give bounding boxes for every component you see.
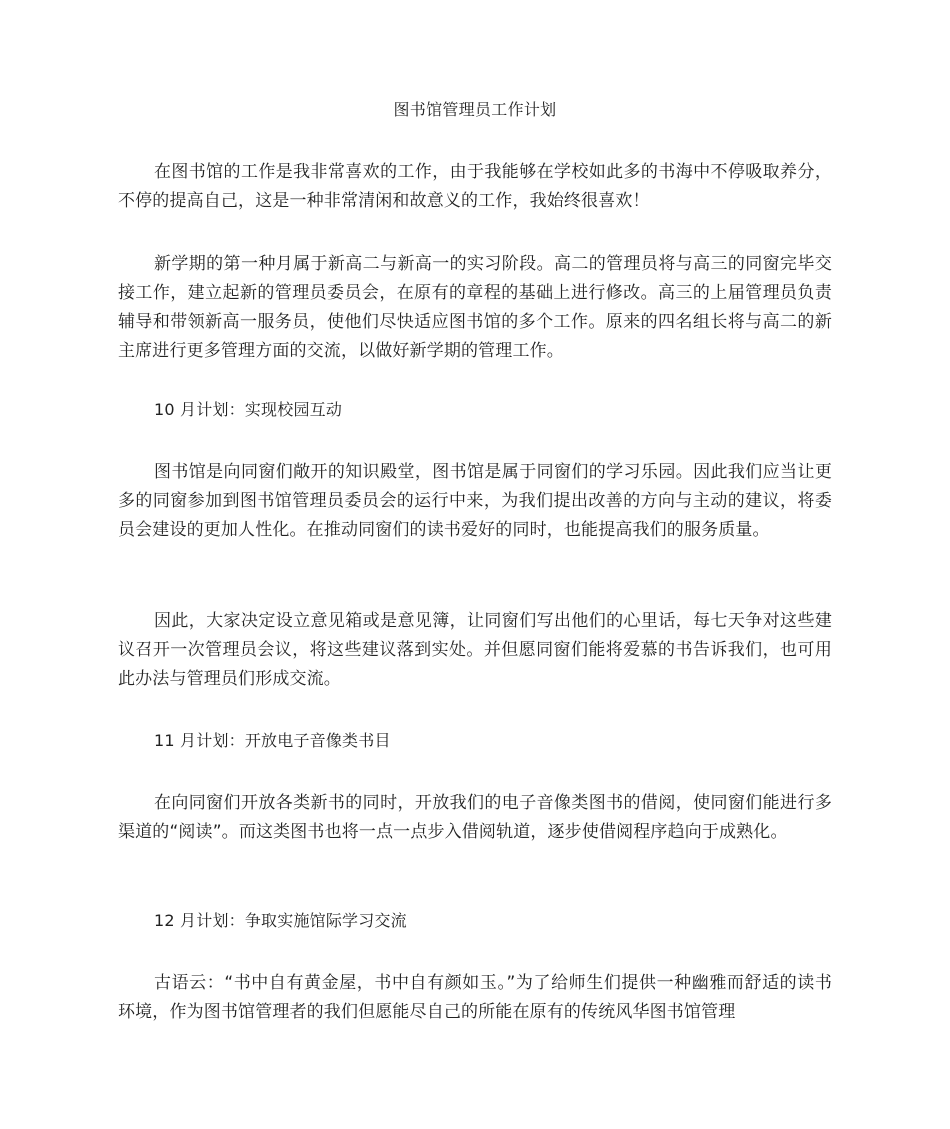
heading-december-plan: 12 月计划：争取实施馆际学习交流 bbox=[154, 911, 407, 930]
paragraph-intro: 在图书馆的工作是我非常喜欢的工作，由于我能够在学校如此多的书海中不停吸取养分，不停的提高自己，这是一种非常清闲和故意义的工作，我始终很喜欢！ bbox=[118, 162, 832, 211]
heading-october-plan: 10 月计划：实现校园互动 bbox=[154, 400, 343, 419]
document-title: 图书馆管理员工作计划 bbox=[393, 100, 557, 119]
heading-november-plan: 11 月计划：开放电子音像类书目 bbox=[154, 731, 391, 750]
paragraph-new-semester: 新学期的第一种月属于新高二与新高一的实习阶段。高二的管理员将与高三的同窗完毕交接工作，建立起新的管理员委员会，在原有的章程的基础上进行修改。高三的上届管理员负责辅导和带领新高一服务员，使他们尽快适应图书馆的多个工作。原来的四名组长将与高二的新主席进行更多管理方面的交流，以做好新学期的管理工作。 bbox=[118, 254, 832, 361]
paragraph-november-detail: 在向同窗们开放各类新书的同时，开放我们的电子音像类图书的借阅，使同窗们能进行多渠道的“阅读”。而这类图书也将一点一点步入借阅轨道，逐步使借阅程序趋向于成熟化。 bbox=[118, 793, 832, 842]
paragraph-december-detail: 古语云：“书中自有黄金屋，书中自有颜如玉。”为了给师生们提供一种幽雅而舒适的读书环境，作为图书馆管理者的我们但愿能尽自己的所能在原有的传统风华图书馆管理 bbox=[118, 973, 832, 1022]
paragraph-suggestion-box: 因此，大家决定设立意见箱或是意见簿，让同窗们写出他们的心里话，每七天争对这些建议召开一次管理员会议，将这些建议落到实处。并但愿同窗们能将爱慕的书告诉我们，也可用此办法与管理员们形成交流。 bbox=[118, 611, 832, 689]
paragraph-october-detail: 图书馆是向同窗们敞开的知识殿堂，图书馆是属于同窗们的学习乐园。因此我们应当让更多的同窗参加到图书馆管理员委员会的运行中来，为我们提出改善的方向与主动的建议，将委员会建设的更加人性化。在推动同窗们的读书爱好的同时，也能提高我们的服务质量。 bbox=[118, 462, 832, 540]
